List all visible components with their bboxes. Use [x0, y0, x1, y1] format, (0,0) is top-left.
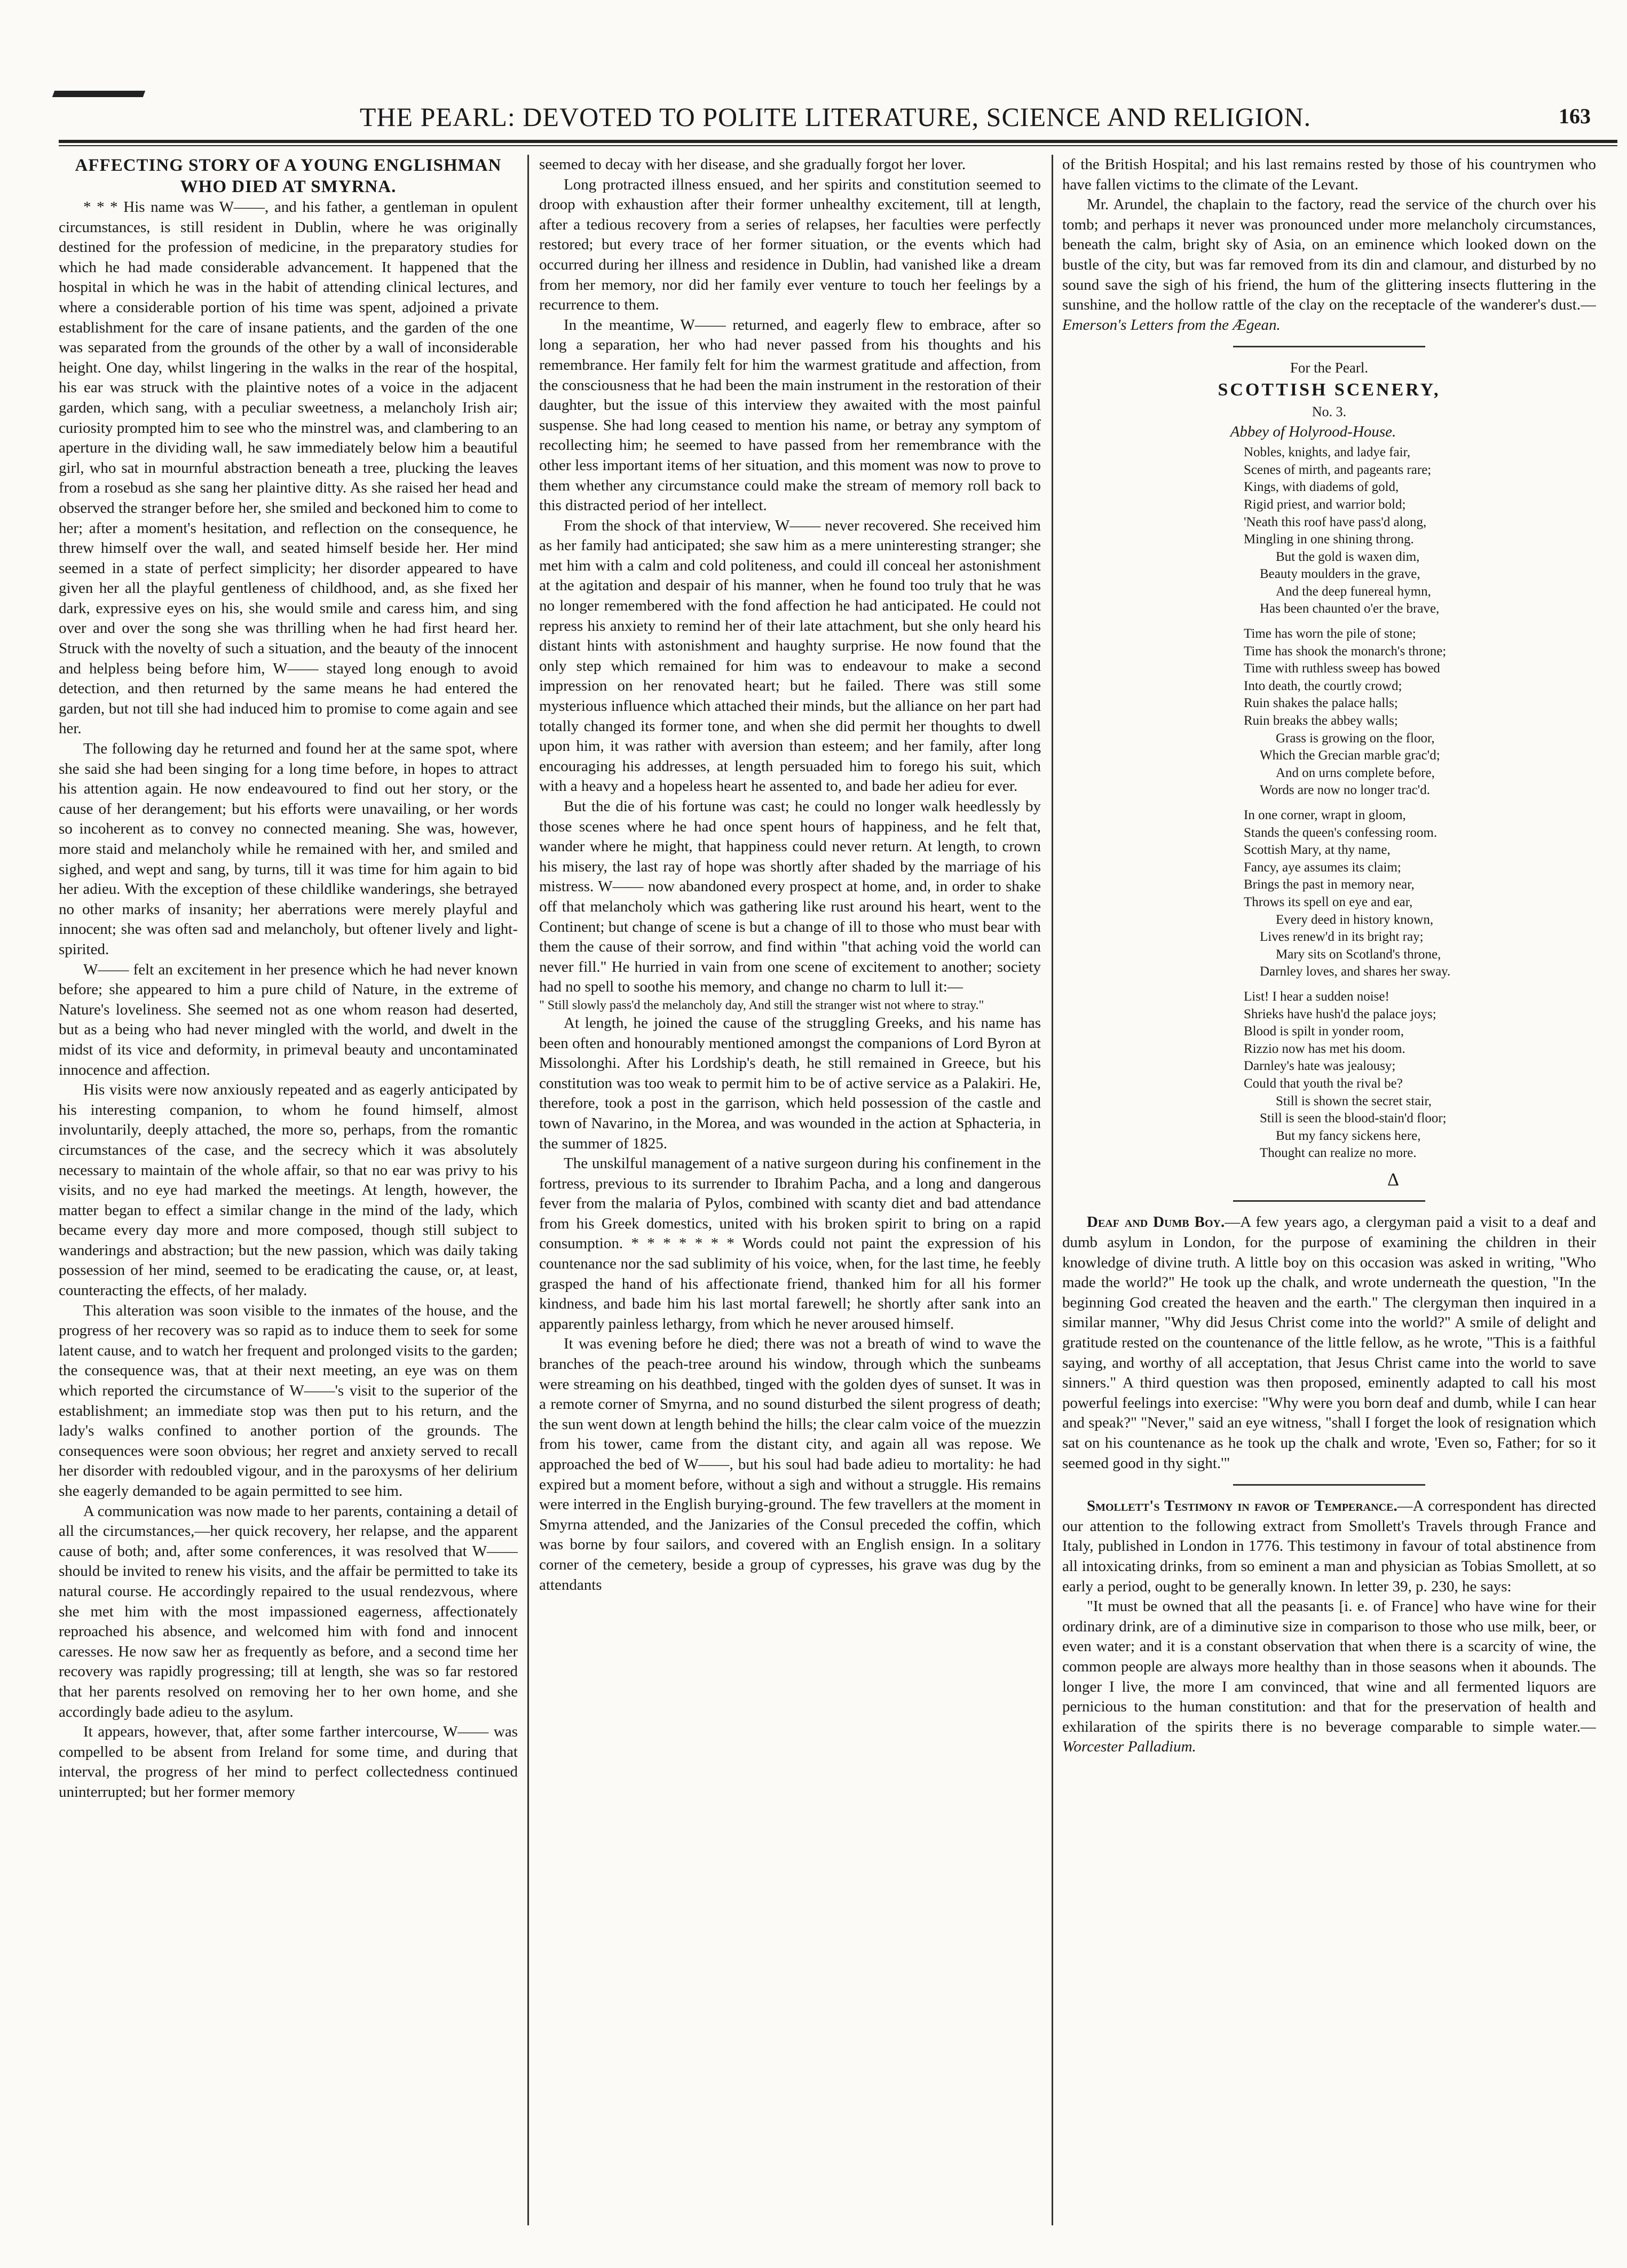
- poem-line: And the deep funereal hymn,: [1276, 584, 1431, 599]
- poem-stanza-3: [1244, 807, 1596, 981]
- article-quote: "It must be owned that all the peasants [i. e. of France] who have wine for their ordinary drink, are of a diminutive size in comparison to those who use milk, beer, or even water; and it is a constant observation that when there is a scarcity of wine, the common people are always more healthy than in those seasons when it abounds. The longer I live, the more I am convinced, that wine and all fermented liquors are pernicious to the human constitution: and that for the preservation of health and exhilaration of the spirits there is no beverage comparable to simple water.—: [1062, 1598, 1596, 1735]
- page-header: [59, 101, 1612, 133]
- poem-stanza-1: [1244, 444, 1596, 618]
- poem-line: Darnley loves, and shares her sway.: [1260, 964, 1451, 979]
- poem-line: Scottish Mary, at thy name,: [1244, 843, 1391, 858]
- poem-line: Still is shown the secret stair,: [1276, 1093, 1432, 1108]
- article-title: AFFECTING STORY OF A YOUNG ENGLISHMAN WHO DIED AT SMYRNA.: [75, 156, 502, 196]
- article-paragraph: The unskilful management of a native surgeon during his confinement in the fortress, previous to its surrender to Ibrahim Pacha, and a long and dangerous fever from the malaria of Pylos, combined with scanty diet and bad attendance from his Greek domestics, united with his broken spirit to bring on a rapid consumption. * * * * * * * Words could not paint the expression of his countenance nor the sad sublimity of his voice, when, for the last time, he feebly grasped the hand of his affectionate friend, thanked him for all his former kindness, and bade him his last mortal farewell; he shortly after sank into an apparently painless lethargy, from which he never aroused himself.: [539, 1155, 1041, 1333]
- poem-stanza-4: [1244, 988, 1596, 1162]
- article-text: Mr. Arundel, the chaplain to the factory, read the service of the church over his tomb; and perhaps it never was pronounced under more melancholy circumstances, beneath the calm, bright sky of Asia, on an eminence which looked down on the bustle of the city, but was far removed from its din and clamour, and disturbed by no sound save the sigh of his friend, the hum of the glittering insects fluttering in the sunshine, and the hollow rattle of the clay on the receptacle of the wanderer's dust.—: [1062, 196, 1596, 314]
- poem-line: But my fancy sickens here,: [1276, 1128, 1421, 1143]
- poem-line: List! I hear a sudden noise!: [1244, 989, 1389, 1004]
- article-text: —A few years ago, a clergyman paid a visit to a deaf and dumb asylum in London, for the purpose of examining the children in their knowledge of divine truth. A little boy on this occasion was asked in writing, "Who made the world?" He took up the chalk, and wrote underneath the question, "In the beginning God created the heaven and the earth." The clergyman then inquired in a similar manner, "Why did Jesus Christ come into the world?" A smile of delight and gratitude rested on the countenance of the little fellow, as he wrote, "This is a faithful saying, and worthy of all acceptation, that Jesus Christ came into the world to save sinners." A third question was then proposed, eminently adapted to call his most powerful feelings into exercise: "Why were you born deaf and dumb, while I can hear and speak?" "Never," said an eye witness, "shall I forget the look of resignation which sat on his countenance as he took up the chalk and wrote, 'Even so, Father; for so it seemed good in thy sight.'": [1062, 1214, 1596, 1472]
- article-paragraph: * * * His name was W——, and his father, a gentleman in opulent circumstances, is still resident in Dublin, where he was originally destined for the profession of medicine, in the preparatory studies for which he had made considerable advancement. It happened that the hospital in which he was in the habit of attending clinical lectures, and where a considerable portion of his time was spent, adjoined a private establishment for the care of insane patients, and the garden of the one was separated from the grounds of the other by a wall of inconsiderable height. One day, whilst lingering in the walks in the rear of the hospital, his ear was struck with the plaintive notes of a voice in the adjacent garden, which sang, with a peculiar sweetness, a melancholy Irish air; curiosity prompted him to see who the minstrel was, and clambering to an aperture in the dividing wall, he saw immediately below him a beautiful girl, who sat in mournful abstraction beneath a tree, plucking the leaves from a rosebud as she sang her plaintive ditty. As she raised her head and observed the stranger before her, she smiled and beckoned him to come to her; after a moment's hesitation, and reflection on the consequence, he threw himself over the wall, and seated himself beside her. Her mind seemed in a state of perfect simplicity; her disorder appeared to have given her all the playful gentleness of childhood, and, as she fixed her dark, expressive eyes on his, she would smile and caress him, and sing over and over the song she was thrilling when he had first heard her. Struck with the novelty of such a situation, and the beauty of the innocent and helpless being before him, W—— stayed long enough to avoid detection, and then returned by the same means he had entered the garden, but not till she had induced him to promise to come again and see her.: [59, 199, 518, 738]
- article-paragraph: This alteration was soon visible to the inmates of the house, and the progress of her recovery was so rapid as to induce them to seek for some latent cause, and to watch her frequent and prolonged visits to the garden; the consequence was, that at their next meeting, an eye was on them which reported the circumstance of W——'s visit to the superior of the establishment; an immediate stop was then put to his return, and the lady's walks confined to another portion of the grounds. The consequences were soon obvious; her regret and anxiety served to recall her disorder with redoubled vigour, and in the paroxysms of her delirium she eagerly demanded to be again permitted to see him.: [59, 1302, 518, 1500]
- poem-line: Stands the queen's confessing room.: [1244, 825, 1438, 840]
- poem-line: Blood is spilt in yonder room,: [1244, 1024, 1404, 1039]
- article-paragraph: In the meantime, W—— returned, and eagerly flew to embrace, after so long a separation, her who had never passed from his thoughts and his remembrance. Her family felt for him the warmest gratitude and affection, from the consciousness that he had been the main instrument in the restoration of their daughter, but the issue of this interview they awaited with the most painful suspense. She had long ceased to mention his name, or betray any symptom of recollecting him; he seemed to have passed from her remembrance with the other less important items of her situation, and this moment was now to prove to them whether any circumstance could make the stream of memory roll back to this distracted period of her intellect.: [539, 316, 1041, 514]
- poem-line: Rizzio now has met his doom.: [1244, 1041, 1405, 1056]
- poem-line: Brings the past in memory near,: [1244, 877, 1415, 892]
- section-divider: [1233, 1484, 1425, 1486]
- section-divider: [1233, 346, 1425, 347]
- poem-line: Darnley's hate was jealousy;: [1244, 1059, 1396, 1074]
- article-source: Worcester Palladium.: [1062, 1738, 1196, 1756]
- verse-quotation: " Still slowly pass'd the melancholy day, And still the stranger wist not where to stray.": [539, 998, 984, 1012]
- column-divider-2: [1052, 155, 1053, 2225]
- poem-line: Shrieks have hush'd the palace joys;: [1244, 1006, 1436, 1021]
- poem-line: Beauty moulders in the grave,: [1260, 567, 1420, 582]
- poem-line: Mary sits on Scotland's throne,: [1276, 947, 1441, 962]
- article-paragraph: A communication was now made to her parents, containing a detail of all the circumstances,—her quick recovery, her relapse, and the apparent cause of both; and, after some conferences, it was resolved that W—— should be invited to renew his visits, and the affair be permitted to take its natural course. He accordingly repaired to the usual rendezvous, where she met him with the most impassioned eagerness, affectionately reproached his absence, and welcomed him with fond and innocent caresses. He now saw her as frequently as before, and a second time her recovery was rapidly progressing; till at length, she was so far restored that her parents resolved on removing her to her own home, and she accordingly bade adieu to the asylum.: [59, 1502, 518, 1720]
- poem-line: Thought can realize no more.: [1260, 1146, 1417, 1161]
- article-paragraph: But the die of his fortune was cast; he could no longer walk heedlessly by those scenes where he had once spent hours of happiness, and he felt that, wander where he might, that happiness could never return. At length, to crown his misery, the last ray of hope was shortly after shaded by the marriage of his mistress. W—— now abandoned every prospect at home, and, in order to shake off that melancholy which was gathering like rust around his heart, went to the Continent; but change of scene is but a change of ill to those who must bear with them the cause of their sorrow, and find within "that aching void the world can never fill." He hurried in vain from one scene of excitement to another; society had no spell to soothe his memory, and change no charm to lull it:—: [539, 798, 1041, 996]
- poem-line: But the gold is waxen dim,: [1276, 549, 1420, 564]
- article-paragraph: [1062, 1212, 1596, 1473]
- poem-title: SCOTTISH SCENERY,: [1218, 379, 1441, 400]
- article-heading: Smollett's Testimony in favor of Temperance.: [1087, 1497, 1397, 1515]
- poem-stanza-2: [1244, 625, 1596, 799]
- poem-line: Rigid priest, and warrior bold;: [1244, 497, 1406, 512]
- article-paragraph: His visits were now anxiously repeated and as eagerly anticipated by his interesting companion, to whom he found himself, almost involuntarily, deeply attached, the more so, perhaps, from the romantic circumstances of the case, and the secrecy which it was absolutely necessary to maintain of the whole affair, so that no ear was privy to his visits, and no eye had marked the meetings. At length, however, the matter began to effect a similar change in the mind of the lady, which became every day more and more composed, though still subject to wanderings and abstraction; but the new passion, which was daily taking possession of her mind, seemed to be eradicating the cause, or, at least, counteracting the effects, of her malady.: [59, 1081, 518, 1299]
- poem-line: In one corner, wrapt in gloom,: [1244, 808, 1406, 822]
- poem-line: Time has worn the pile of stone;: [1244, 627, 1416, 641]
- column-2: [539, 155, 1041, 2236]
- article-paragraph: of the British Hospital; and his last remains rested by those of his countrymen who have fallen victims to the climate of the Levant.: [1062, 156, 1596, 193]
- article-paragraph: [1062, 1496, 1596, 1597]
- article-paragraph: The following day he returned and found her at the same spot, where she said she had been singing for a long time before, in hopes to attract his attention again. He now endeavoured to find out her story, or the cause of her derangement; but his efforts were unavailing, or her words so incoherent as to convey no connected meaning. She was, however, more staid and melancholy while he remained with her, and smiled and sighed, and wept and sang, by turns, till it was time for him again to bid her adieu. With the exception of these childlike wanderings, she betrayed no other marks of insanity; her aberrations were merely playful and innocent; she was often sad and melancholy, but oftener lively and light-spirited.: [59, 740, 518, 958]
- article-paragraph: W—— felt an excitement in her presence which he had never known before; she appeared to him a pure child of Nature, in the extreme of Nature's loveliness. She seemed not as one whom reason had deserted, but as a being who had never mingled with the world, and dwelt in the midst of its vice and deformity, in primeval beauty and uncontaminated innocence and affection.: [59, 961, 518, 1079]
- article-source: Emerson's Letters from the Ægean.: [1062, 316, 1281, 334]
- poem-line: Scenes of mirth, and pageants rare;: [1244, 462, 1432, 477]
- article-paragraph: At length, he joined the cause of the struggling Greeks, and his name has been often and honourably mentioned amongst the companions of Lord Byron at Missolonghi. After his Lordship's death, he still remained in Greece, but his constitution was too weak to permit him to be of active service as a Palakiri. He, therefore, took a post in the garrison, which held possession of the castle and town of Navarino, in the Morea, and was wounded in the action at Sphacteria, in the summer of 1825.: [539, 1014, 1041, 1152]
- poem-line: Nobles, knights, and ladye fair,: [1244, 445, 1411, 460]
- column-3: [1062, 155, 1596, 2236]
- poem-line: Every deed in history known,: [1276, 912, 1434, 927]
- poem-line: Words are now no longer trac'd.: [1260, 783, 1431, 798]
- article-heading: Deaf and Dumb Boy.: [1087, 1214, 1225, 1231]
- poem-line: Which the Grecian marble grac'd;: [1260, 748, 1440, 763]
- section-ornament: Δ: [1387, 1169, 1399, 1189]
- poem-line: Throws its spell on eye and ear,: [1244, 894, 1413, 909]
- poem-line: Ruin breaks the abbey walls;: [1244, 713, 1398, 728]
- poem-number: No. 3.: [1312, 403, 1347, 419]
- header-ornament-bar: [52, 91, 145, 97]
- poem-line: Time with ruthless sweep has bowed: [1244, 661, 1440, 676]
- poem-line: Time has shook the monarch's throne;: [1244, 644, 1447, 659]
- page-number: 163: [1559, 104, 1591, 128]
- article-paragraph: From the shock of that interview, W—— never recovered. She received him as her family had anticipated; she saw him as a mere uninteresting stranger; she met him with a calm and cold politeness, and could ill conceal her astonishment at the agitation and despair of his manner, when he found too truly that he was no longer remembered with the fond affection he had anticipated. He could not repress his anxiety to remind her of their late attachment, but she only heard his distant hints with astonishment and haughty surprise. He now found that the only step which remained for him was to endeavour to make a second impression on her renovated heart; but he failed. There was still some mysterious influence which attached their minds, but the alliance on her part had totally changed its former tone, and when she did permit her thoughts to dwell upon him, it was rather with aversion than esteem; and her family, after long encouraging his addresses, at length persuaded him to forego his suit, which with a heavy and a hopeless heart he assented to, and bade her adieu for ever.: [539, 517, 1041, 795]
- poem-line: Could that youth the rival be?: [1244, 1076, 1403, 1091]
- poem-line: Into death, the courtly crowd;: [1244, 678, 1402, 693]
- poem-line: Fancy, aye assumes its claim;: [1244, 860, 1401, 875]
- article-paragraph: Long protracted illness ensued, and her spirits and constitution seemed to droop with exhaustion after their former unhealthy excitement, till at length, after a tedious recovery from a series of relapses, her faculties were perfectly restored; but every trace of her former situation, or the events which had occurred during her illness and residence in Dublin, had vanished like a dream from her memory, nor did her family ever venture to touch her feelings by a recurrence to them.: [539, 176, 1041, 314]
- poem-line: Still is seen the blood-stain'd floor;: [1260, 1111, 1447, 1126]
- poem-line: 'Neath this roof have pass'd along,: [1244, 514, 1427, 529]
- poem-line: Lives renew'd in its bright ray;: [1260, 930, 1424, 945]
- poem-line: Mingling in one shining throng.: [1244, 532, 1414, 547]
- poem-line: Kings, with diadems of gold,: [1244, 480, 1399, 495]
- section-divider: [1233, 1200, 1425, 1202]
- poem-line: Ruin shakes the palace halls;: [1244, 696, 1398, 711]
- article-paragraph: [1062, 195, 1596, 335]
- article-paragraph: [1062, 1597, 1596, 1757]
- column-1: [59, 155, 518, 2236]
- poem-attribution: For the Pearl.: [1290, 360, 1369, 376]
- poem-line: Has been chaunted o'er the brave,: [1260, 601, 1440, 616]
- poem-line: Grass is growing on the floor,: [1276, 731, 1435, 746]
- article-paragraph: It was evening before he died; there was not a breath of wind to wave the branches of the peach-tree around his window, through which the sunbeams were streaming on his deathbed, tinged with the golden dyes of sunset. It was in a remote corner of Smyrna, and no sound disturbed the silent progress of death; the sun went down at length behind the hills; the clear calm voice of the muezzin from his tower, came from the distant city, and again all was repose. We approached the bed of W——, but his soul had bade adieu to mortality: he had expired but a moment before, without a sigh and without a struggle. His remains were interred in the English burying-ground. The few travellers at the moment in Smyrna attended, and the Janizaries of the Consul preceded the coffin, which was borne by four sailors, and covered with an English ensign. In a solitary corner of the cemetery, beside a group of cypresses, his grave was dug by the attendants: [539, 1335, 1041, 1593]
- header-rule-thin: [59, 145, 1617, 146]
- article-paragraph: seemed to decay with her disease, and she gradually forgot her lover.: [539, 156, 966, 173]
- column-divider-1: [527, 155, 529, 2225]
- article-text: —A correspondent has directed our attention to the following extract from Smollett's Travels through France and Italy, published in London in 1776. This testimony in favour of total abstinence from all intoxicating drinks, from so eminent a man and physician as Tobias Smollett, at so early a period, ought to be generally known. In letter 39, p. 230, he says:: [1062, 1497, 1596, 1595]
- article-paragraph: It appears, however, that, after some farther intercourse, W—— was compelled to be absent from Ireland for some time, and during that interval, the progress of her mind to perfect collectedness continued uninterrupted; but her former memory: [59, 1723, 518, 1801]
- journal-title: THE PEARL: DEVOTED TO POLITE LITERATURE, SCIENCE AND RELIGION.: [359, 102, 1312, 132]
- poem-subtitle: Abbey of Holyrood-House.: [1230, 423, 1396, 440]
- header-rule: [59, 140, 1617, 143]
- poem-line: And on urns complete before,: [1276, 765, 1435, 780]
